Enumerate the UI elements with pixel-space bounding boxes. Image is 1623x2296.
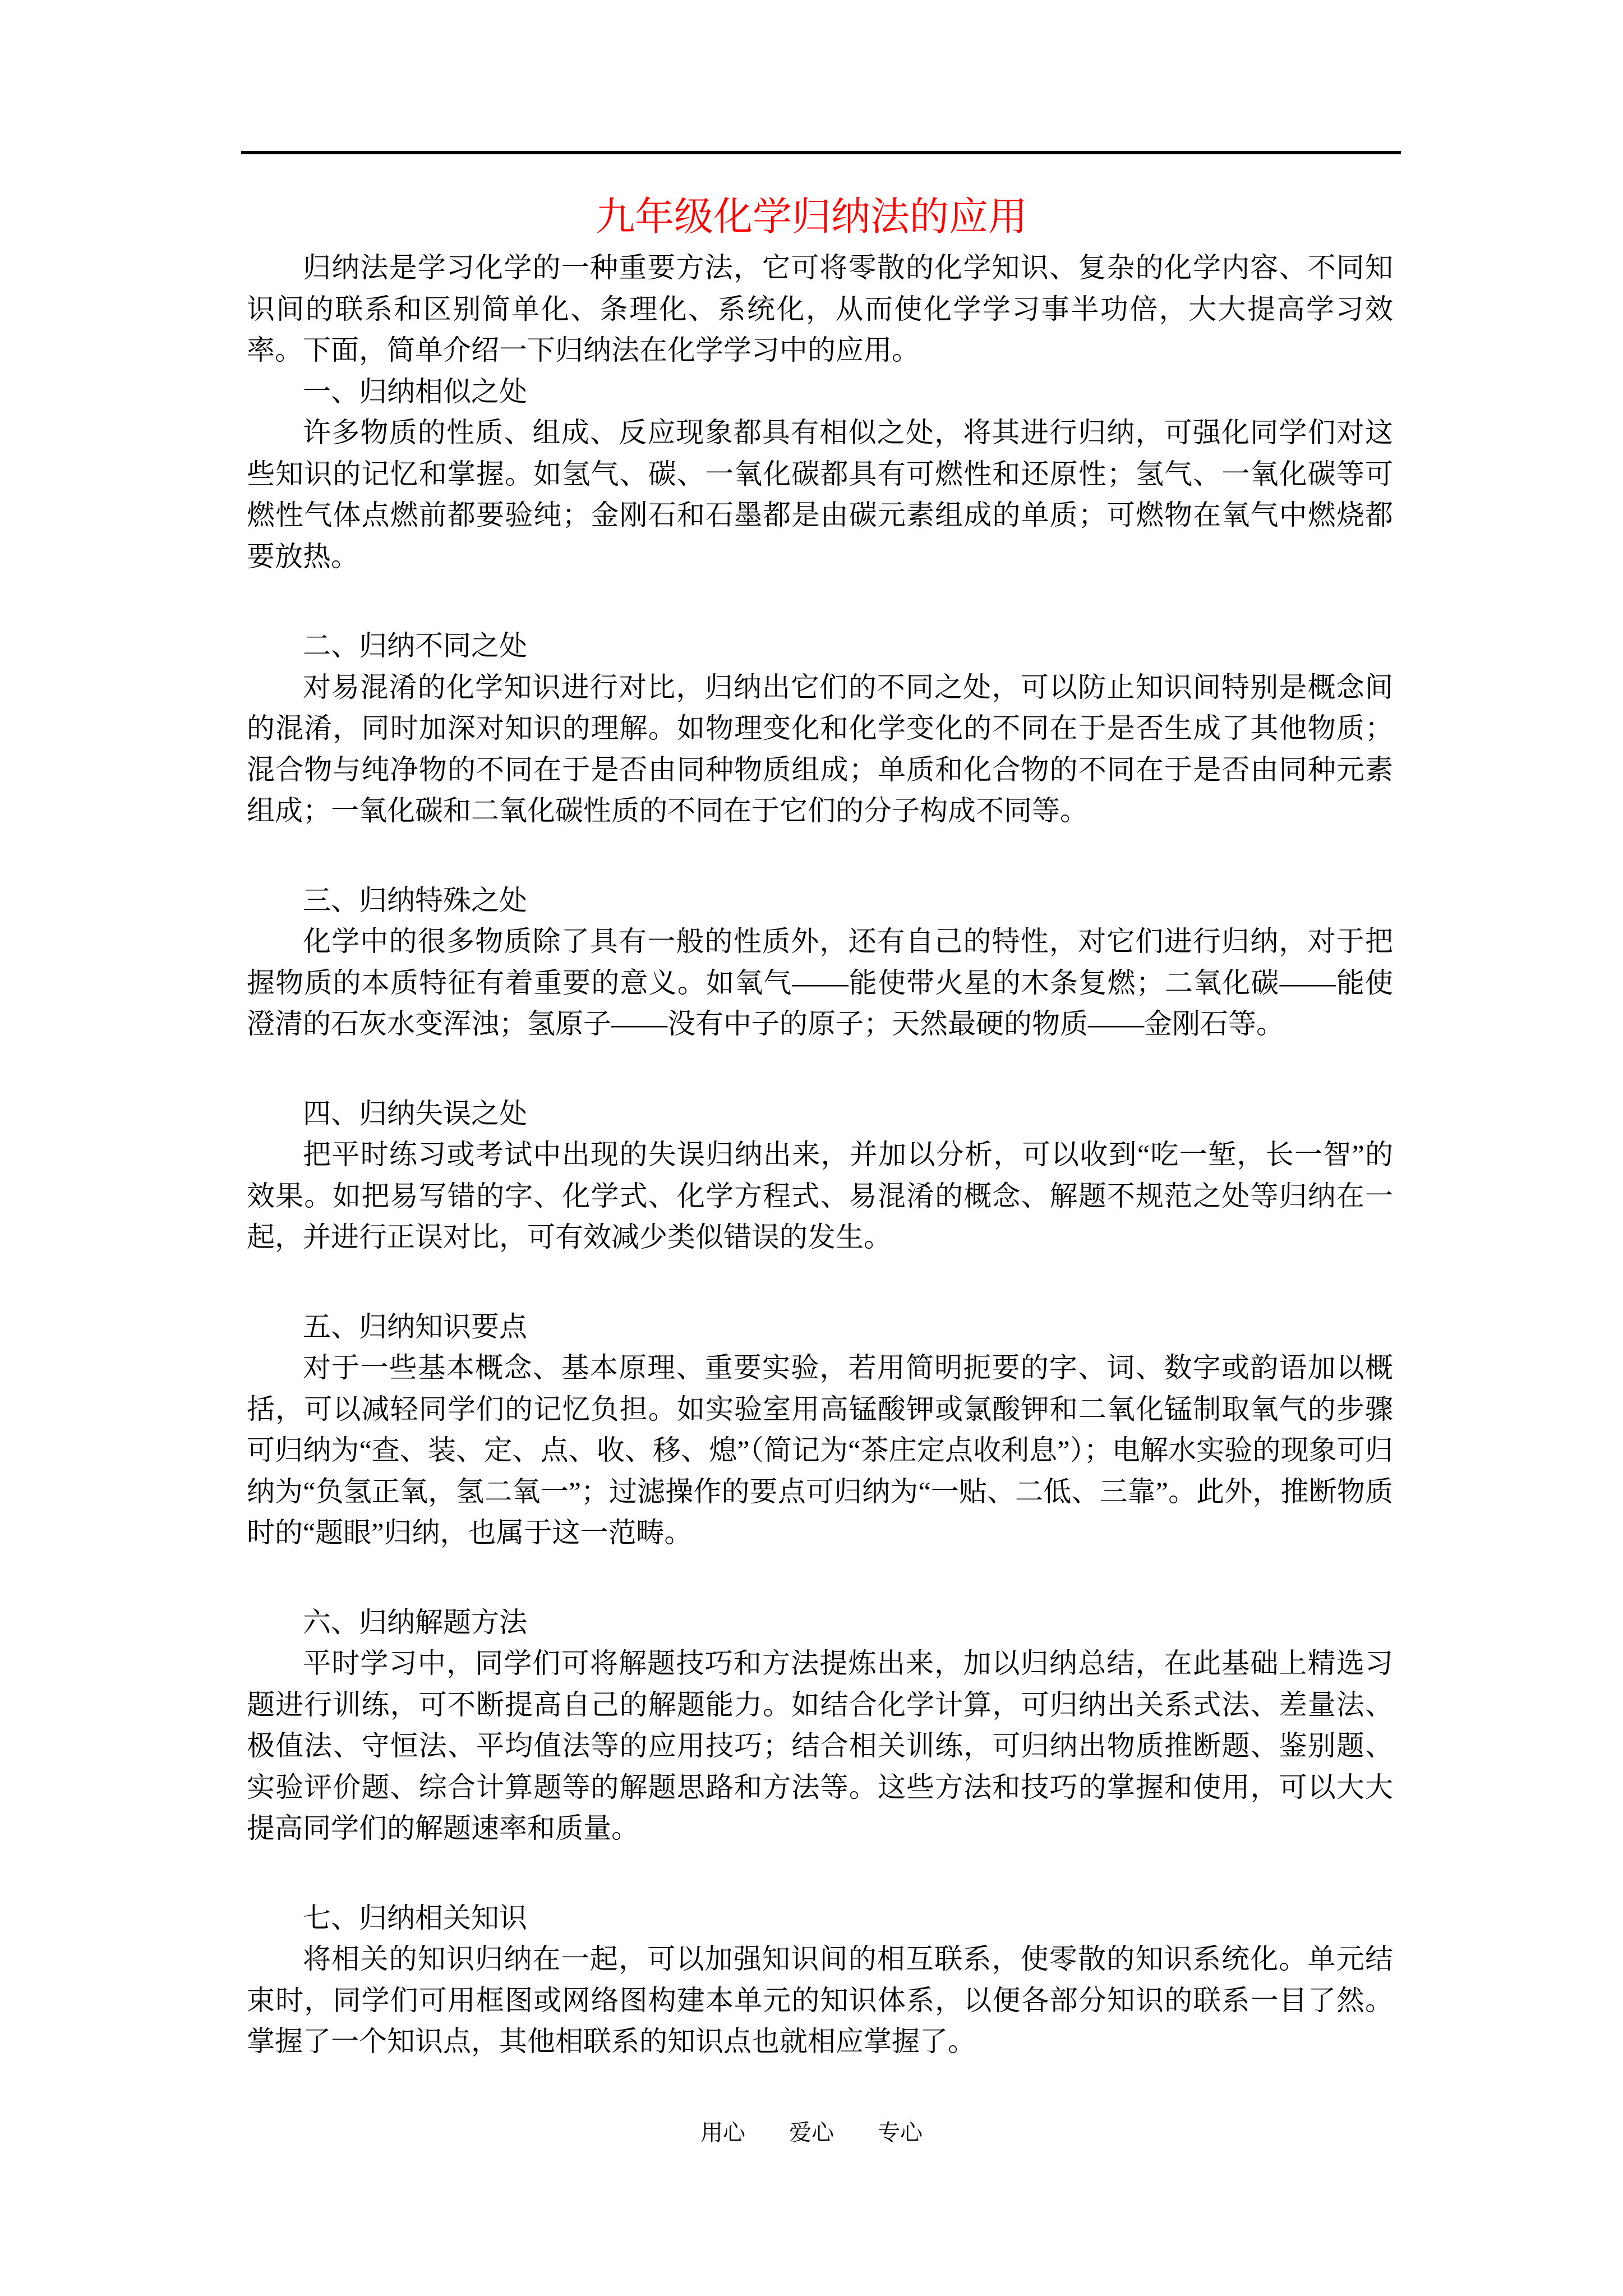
section-7-body: 将相关的知识归纳在一起，可以加强知识间的相互联系，使零散的知识系统化。单元结束时，同学们可用框图或网络图构建本单元的知识体系，以便各部分知识的联系一目了然。掌握了一个知识点，其他相联系的知识点也就相应掌握了。 [247, 1943, 1393, 2057]
footer-word: 专心 [878, 2120, 923, 2145]
section-2-heading: 二、归纳不同之处 [303, 630, 527, 661]
section-3-heading: 三、归纳特殊之处 [303, 884, 527, 916]
header-divider [241, 151, 1401, 154]
section-1-body: 许多物质的性质、组成、反应现象都具有相似之处，将其进行归纳，可强化同学们对这些知识的记忆和掌握。如氢气、碳、一氧化碳都具有可燃性和还原性；氢气、一氧化碳等可燃性气体点燃前都要验纯；金刚石和石墨都是由碳元素组成的单质；可燃物在氧气中燃烧都要放热。 [247, 417, 1393, 572]
page-footer [0, 2119, 1623, 2146]
section-5-heading: 五、归纳知识要点 [303, 1310, 527, 1342]
section-2-body: 对易混淆的化学知识进行对比，归纳出它们的不同之处，可以防止知识间特别是概念间的混淆，同时加深对知识的理解。如物理变化和化学变化的不同在于是否生成了其他物质；混合物与纯净物的不同在于是否由同种物质组成；单质和化合物的不同在于是否由同种元素组成；一氧化碳和二氧化碳性质的不同在于它们的分子构成不同等。 [247, 671, 1393, 826]
section-5-body: 对于一些基本概念、基本原理、重要实验，若用简明扼要的字、词、数字或韵语加以概括，可以减轻同学们的记忆负担。如实验室用高锰酸钾或氯酸钾和二氧化锰制取氧气的步骤可归纳为“查、装、定、点、收、移、熄”（简记为“茶庄定点收利息”）；电解水实验的现象可归纳为“负氢正氧，氢二氧一”；过滤操作的要点可归纳为“一贴、二低、三靠”。此外，推断物质时的“题眼”归纳，也属于这一范畴。 [247, 1352, 1393, 1548]
page-title: 九年级化学归纳法的应用 [596, 196, 1027, 239]
section-4-heading: 四、归纳失误之处 [303, 1097, 527, 1129]
section-7-heading: 七、归纳相关知识 [303, 1902, 527, 1934]
footer-word: 用心 [700, 2120, 745, 2145]
section-3-body: 化学中的很多物质除了具有一般的性质外，还有自己的特性，对它们进行归纳，对于把握物质的本质特征有着重要的意义。如氧气——能使带火星的木条复燃；二氧化碳——能使澄清的石灰水变浑浊；氢原子——没有中子的原子；天然最硬的物质——金刚石等。 [247, 926, 1393, 1039]
section-6-heading: 六、归纳解题方法 [303, 1606, 527, 1638]
section-1-heading: 一、归纳相似之处 [303, 375, 527, 407]
section-6-body: 平时学习中，同学们可将解题技巧和方法提炼出来，加以归纳总结，在此基础上精选习题进行训练，可不断提高自己的解题能力。如结合化学计算，可归纳出关系式法、差量法、极值法、守恒法、平均值法等的应用技巧；结合相关训练，可归纳出物质推断题、鉴别题、实验评价题、综合计算题等的解题思路和方法等。这些方法和技巧的掌握和使用，可以大大提高同学们的解题速率和质量。 [247, 1648, 1393, 1844]
document-body [247, 247, 1393, 2063]
intro-paragraph: 归纳法是学习化学的一种重要方法，它可将零散的化学知识、复杂的化学内容、不同知识间的联系和区别简单化、条理化、系统化，从而使化学学习事半功倍，大大提高学习效率。下面，简单介绍一下归纳法在化学学习中的应用。 [247, 252, 1393, 366]
section-4-body: 把平时练习或考试中出现的失误归纳出来，并加以分析，可以收到“吃一堑，长一智”的效果。如把易写错的字、化学式、化学方程式、易混淆的概念、解题不规范之处等归纳在一起，并进行正误对比，可有效减少类似错误的发生。 [247, 1139, 1393, 1253]
footer-word: 爱心 [789, 2120, 834, 2145]
